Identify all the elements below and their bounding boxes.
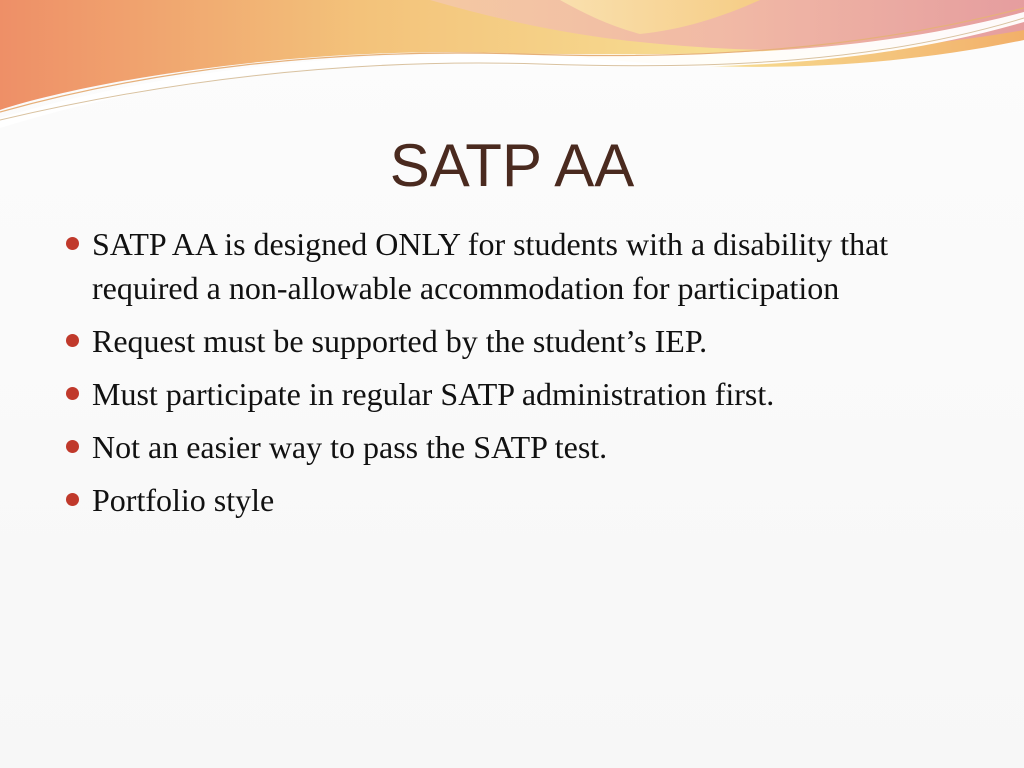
slide-title: SATP AA xyxy=(389,132,635,199)
bullet-text: Request must be supported by the student’s IEP. xyxy=(92,323,708,359)
bullet-text: Not an easier way to pass the SATP test. xyxy=(92,429,608,465)
bullet-item xyxy=(60,425,960,469)
bullet-text: Must participate in regular SATP administration first. xyxy=(92,376,775,412)
bullet-item xyxy=(60,478,960,522)
bullet-text: Portfolio style xyxy=(92,482,275,518)
bullet-dot-icon xyxy=(66,493,79,506)
bullet-item xyxy=(60,319,960,363)
bullet-item xyxy=(60,222,960,310)
bullet-dot-icon xyxy=(66,440,79,453)
bullet-dot-icon xyxy=(66,387,79,400)
bullet-text: SATP AA is designed ONLY for students with a disability that required a non-allowable accommodation for participation xyxy=(92,226,889,306)
decorative-swoosh-header xyxy=(0,0,1024,130)
bullet-item xyxy=(60,372,960,416)
bullet-dot-icon xyxy=(66,334,79,347)
bullet-dot-icon xyxy=(66,237,79,250)
bullet-list xyxy=(60,222,960,531)
